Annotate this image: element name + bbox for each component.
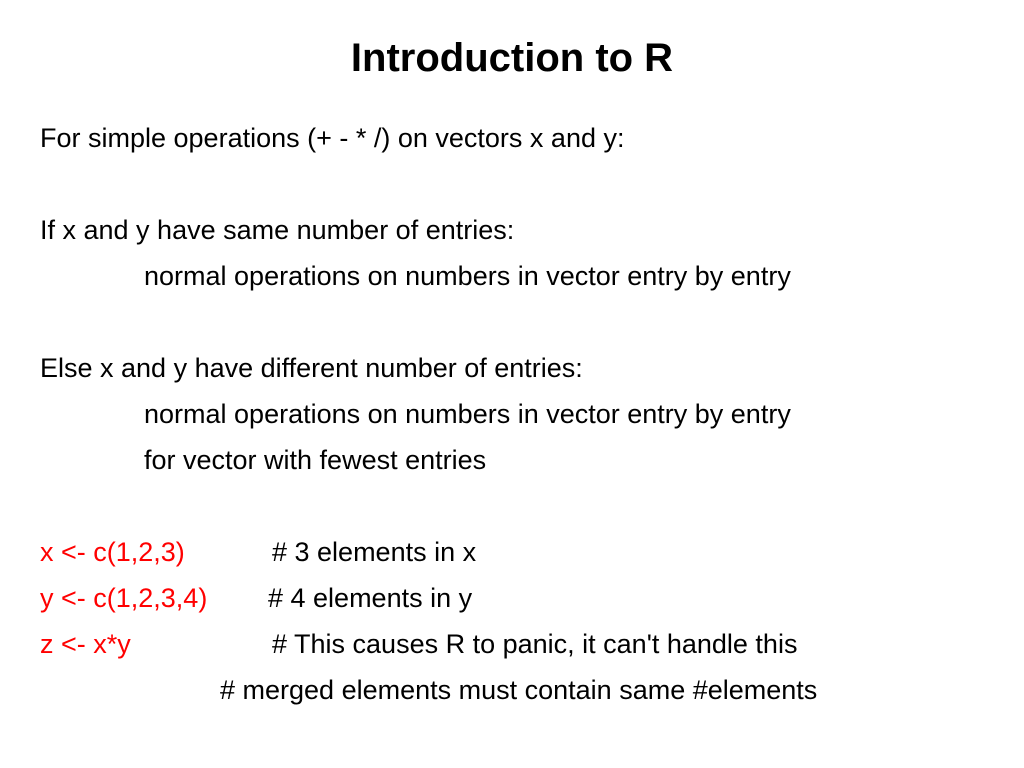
code-comment-2: # 4 elements in y <box>268 583 473 613</box>
code-line-2: y <- c(1,2,3,4) <box>40 583 208 613</box>
case-diff-heading: Else x and y have different number of entries: <box>40 353 583 383</box>
case-same-heading: If x and y have same number of entries: <box>40 215 515 245</box>
code-comment-1: # 3 elements in x <box>272 537 477 567</box>
case-diff-detail-1: normal operations on numbers in vector entry by entry <box>144 399 791 429</box>
code-comment-3: # This causes R to panic, it can't handle this <box>272 629 798 659</box>
code-line-1: x <- c(1,2,3) <box>40 537 185 567</box>
intro-line: For simple operations (+ - * /) on vectors x and y: <box>40 123 625 153</box>
case-same-detail: normal operations on numbers in vector entry by entry <box>144 261 791 291</box>
slide-title: Introduction to R <box>350 36 674 80</box>
code-line-3: z <- x*y <box>40 629 131 659</box>
code-comment-4: # merged elements must contain same #elements <box>220 675 818 705</box>
case-diff-detail-2: for vector with fewest entries <box>144 445 487 475</box>
